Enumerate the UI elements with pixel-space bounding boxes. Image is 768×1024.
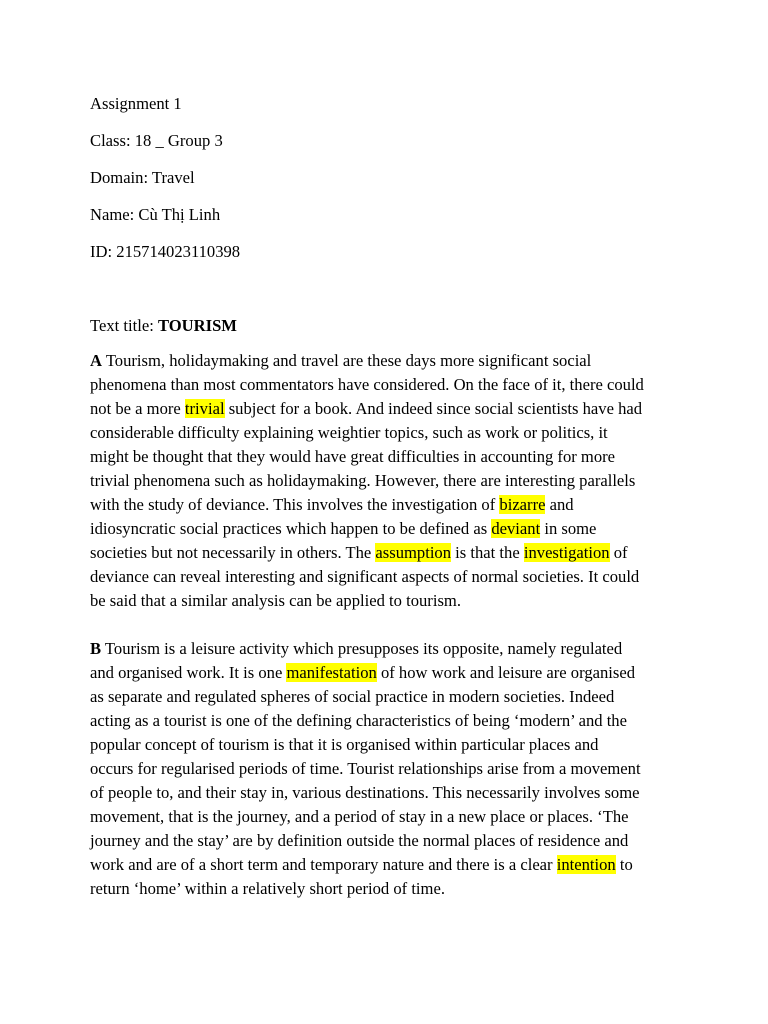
text-segment: with the study of deviance. This involves the investigation of xyxy=(90,495,500,514)
text-line xyxy=(90,710,627,732)
highlighted-word: deviant xyxy=(491,519,541,538)
text-line xyxy=(90,590,461,612)
text-segment: return ‘home’ within a relatively short period of time. xyxy=(90,879,445,898)
text-line xyxy=(90,686,614,708)
text-segment: and organised work. It is one xyxy=(90,663,287,682)
text-segment: considerable difficulty explaining weightier topics, such as work or politics, it xyxy=(90,423,608,442)
paragraph-marker: A xyxy=(90,351,102,370)
text-line xyxy=(90,374,644,396)
text-segment: Tourism, holidaymaking and travel are these days more significant social xyxy=(101,351,592,370)
text-segment: not be a more xyxy=(90,399,185,418)
text-title: TOURISM xyxy=(157,316,237,335)
text-line xyxy=(90,446,615,468)
class-line: Class: 18 _ Group 3 xyxy=(90,131,223,150)
assignment-line: Assignment 1 xyxy=(90,94,182,113)
text-segment: is that the xyxy=(451,543,524,562)
text-line xyxy=(90,758,641,780)
highlighted-word: trivial xyxy=(184,399,225,418)
text-segment: Tourism is a leisure activity which presupposes its opposite, namely regulated xyxy=(101,639,623,658)
highlighted-word: assumption xyxy=(375,543,452,562)
text-line xyxy=(90,350,591,372)
text-segment: idiosyncratic social practices which happen to be defined as xyxy=(90,519,492,538)
text-segment: deviance can reveal interesting and significant aspects of normal societies. It could xyxy=(90,567,640,586)
text-segment: of xyxy=(609,543,628,562)
text-line xyxy=(90,854,633,876)
text-line xyxy=(90,638,622,660)
text-line xyxy=(90,878,445,900)
text-segment: be said that a similar analysis can be applied to tourism. xyxy=(90,591,461,610)
text-segment: might be thought that they would have great difficulties in accounting for more xyxy=(90,447,616,466)
text-line xyxy=(90,806,629,828)
text-line xyxy=(90,398,642,420)
text-segment: movement, that is the journey, and a period of stay in a new place or places. ‘The xyxy=(90,807,629,826)
text-segment: and xyxy=(545,495,574,514)
text-title-line xyxy=(90,316,237,336)
paragraph-marker: B xyxy=(90,639,102,658)
text-line xyxy=(90,470,635,492)
text-segment: journey and the stay’ are by definition outside the normal places of residence and xyxy=(90,831,629,850)
text-segment: popular concept of tourism is that it is organised within particular places and xyxy=(90,735,599,754)
text-segment: acting as a tourist is one of the defining characteristics of being ‘modern’ and the xyxy=(90,711,627,730)
text-line xyxy=(90,542,628,564)
id-line: ID: 215714023110398 xyxy=(90,242,241,261)
highlighted-word: manifestation xyxy=(286,663,377,682)
text-line xyxy=(90,830,628,852)
text-segment: to xyxy=(615,855,633,874)
text-segment: of people to, and their stay in, various destinations. This necessarily involves some xyxy=(90,783,640,802)
text-line xyxy=(90,422,608,444)
domain-line: Domain: Travel xyxy=(90,168,195,187)
text-segment: as separate and regulated spheres of social practice in modern societies. Indeed xyxy=(90,687,615,706)
text-line xyxy=(90,734,598,756)
text-segment: phenomena than most commentators have considered. On the face of it, there could xyxy=(90,375,644,394)
text-segment: subject for a book. And indeed since social scientists have had xyxy=(224,399,643,418)
text-line xyxy=(90,782,640,804)
text-segment: of how work and leisure are organised xyxy=(376,663,636,682)
text-segment: work and are of a short term and temporary nature and there is a clear xyxy=(90,855,557,874)
highlighted-word: intention xyxy=(556,855,616,874)
text-line xyxy=(90,518,596,540)
text-title-label: Text title: xyxy=(90,316,158,335)
text-line xyxy=(90,662,635,684)
name-line: Name: Cù Thị Linh xyxy=(90,205,221,224)
highlighted-word: bizarre xyxy=(499,495,546,514)
text-line xyxy=(90,566,639,588)
text-segment: societies but not necessarily in others. The xyxy=(90,543,376,562)
highlighted-word: investigation xyxy=(523,543,610,562)
text-segment: trivial phenomena such as holidaymaking. However, there are interesting parallels xyxy=(90,471,636,490)
text-line xyxy=(90,494,574,516)
text-segment: in some xyxy=(540,519,597,538)
text-segment: occurs for regularised periods of time. Tourist relationships arise from a movement xyxy=(90,759,641,778)
